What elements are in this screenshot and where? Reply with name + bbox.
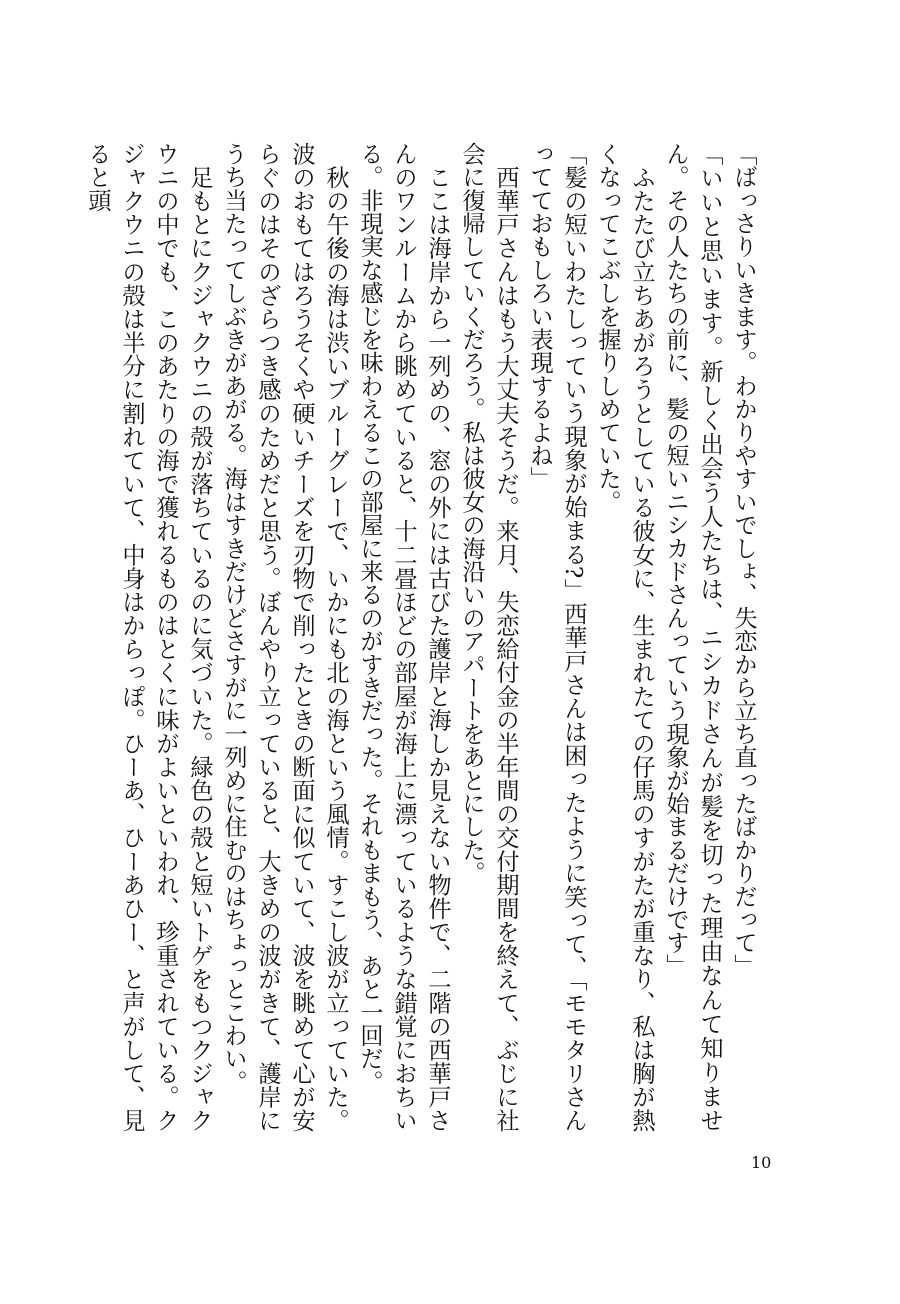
paragraph: 「ばっさりいきます。わかりやすいでしょ、失恋から立ち直ったばかりだって」 — [730, 142, 757, 978]
vertical-text-body — [84, 142, 760, 1132]
paragraph: 西華戸さんはもう大丈夫そうだ。来月、失恋給付金の半年間の交付期間を終えて、ぶじに社会に復帰していくだろう。私は彼女の海沿いのアパートをあとにした。 — [458, 142, 519, 1132]
paragraph: ふたたび立ちあがろうとしている彼女に、生まれたての仔馬のすがたが重なり、私は胸が熱くなってこぶしを握りしめていた。 — [594, 142, 655, 1132]
paragraph: 足もとにクジャクウニの殻が落ちているのに気づいた。緑色の殻と短いトゲをもつクジャクウニの中でも、このあたりの海で獲れるものはとくに味がよいといわれ、珍重されている。クジャクウニの殻は半分に割れていて、中身はからっぽ。ひーあ、ひーあひー、と声がして、見ると頭 — [84, 142, 213, 1132]
paragraph: ここは海岸から一列めの、窓の外には古びた護岸と海しか見えない物件で、二階の西華戸さんのワンルームから眺めていると、十二畳ほどの部屋が海上に漂っているような錯覚におちいる。非現実な感じを味わえるこの部屋に来るのがすきだった。それもまもう、あと一回だ。 — [356, 142, 451, 1132]
page-number: 10 — [751, 1153, 772, 1172]
paragraph: 秋の午後の海は渋いブルーグレーで、いかにも北の海という風情。すこし波が立っていた。波のおもてはろうそくや硬いチーズを刃物で削ったときの断面に似ていて、波を眺めて心が安らぐのはそのざらつき感のためだと思う。ぼんやり立っていると、大きめの波がきて、護岸にうち当たってしぶきがあがる。海はすきだけどさすがに一列めに住むのはちょっとこわい。 — [220, 142, 349, 1132]
paragraph: 「髪の短いわたしっていう現象が始まる?」西華戸さんは困ったように笑って、「モモタリさんってておもしろい表現するよね」 — [526, 142, 587, 1132]
paragraph: 「いいと思います。新しく出会う人たちは、ニシカドさんが髪を切った理由なんて知りません。その人たちの前に、髪の短いニシカドさんっていう現象が始まるだけです」 — [662, 142, 723, 1132]
